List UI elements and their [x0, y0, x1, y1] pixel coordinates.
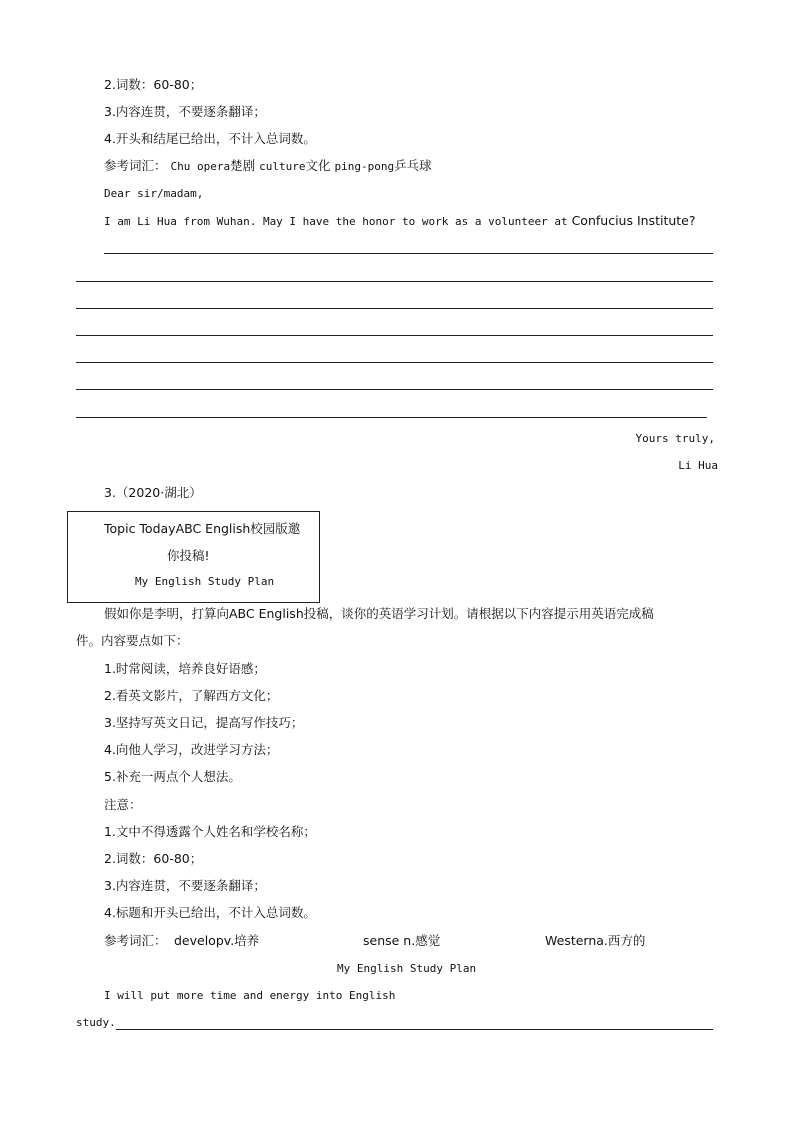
vocab-western: Westerna.西方的: [545, 933, 646, 948]
note-3: 3.内容连贯，不要逐条翻译；: [104, 878, 266, 893]
prompt-line-2: 件。内容要点如下：: [76, 633, 189, 648]
point-2: 2.看英文影片，了解西方文化；: [104, 688, 279, 703]
writing-line[interactable]: [76, 417, 707, 418]
vocab-en-1: Chu opera: [170, 160, 231, 173]
vocab-sense: sense n.感觉: [363, 933, 441, 948]
question-number: 3.（2020·湖北）: [104, 485, 202, 500]
letter-opening: [104, 213, 696, 230]
letter-greeting: Dear sir/madam,: [104, 187, 204, 200]
writing-line[interactable]: [76, 362, 713, 363]
requirement-2: 2.词数：60-80；: [104, 77, 203, 92]
prompt-line-1: 假如你是李明，打算向ABC English投稿，谈你的英语学习计划。请根据以下内容提示用英语完成稿: [104, 606, 654, 621]
writing-line[interactable]: [76, 308, 713, 309]
writing-line[interactable]: [104, 253, 713, 254]
letter-signature: Li Hua: [678, 459, 718, 472]
note-2: 2.词数：60-80；: [104, 851, 203, 866]
essay-start-2: study.: [76, 1016, 116, 1029]
vocab-zh-2: 文化: [305, 158, 331, 173]
topic-box-line-3: My English Study Plan: [135, 575, 275, 588]
vocab-en-3: ping-pong: [334, 160, 395, 173]
writing-line[interactable]: [76, 281, 713, 282]
topic-box-line-1: Topic TodayABC English校园版邀: [104, 521, 301, 536]
point-5: 5.补充一两点个人想法。: [104, 769, 241, 784]
writing-line[interactable]: [76, 389, 713, 390]
essay-title: My English Study Plan: [337, 962, 477, 975]
topic-box: [67, 511, 320, 603]
letter-opening-tail: Confucius Institute?: [571, 213, 696, 228]
vocab-label-3: 参考词汇：: [104, 933, 167, 948]
essay-start: I will put more time and energy into English: [104, 989, 396, 1002]
point-3: 3.坚持写英文日记，提高写作技巧；: [104, 715, 304, 730]
point-4: 4.向他人学习，改进学习方法；: [104, 742, 279, 757]
vocab-zh-1: 楚剧: [230, 158, 256, 173]
note-1: 1.文中不得透露个人姓名和学校名称；: [104, 824, 316, 839]
writing-line[interactable]: [76, 335, 713, 336]
notes-title: 注意：: [104, 797, 142, 812]
note-4: 4.标题和开头已给出，不计入总词数。: [104, 905, 316, 920]
writing-line[interactable]: [116, 1029, 713, 1030]
letter-opening-text: I am Li Hua from Wuhan. May I have the honor to work as a volunteer at: [104, 215, 568, 228]
requirement-4: 4.开头和结尾已给出，不计入总词数。: [104, 131, 316, 146]
reference-vocabulary: [104, 158, 432, 175]
vocab-label: 参考词汇：: [104, 158, 167, 173]
vocab-zh-3: 乒乓球: [394, 158, 432, 173]
vocab-develop: developv.培养: [174, 933, 260, 948]
requirement-3: 3.内容连贯，不要逐条翻译；: [104, 104, 266, 119]
vocab-en-2: culture: [259, 160, 306, 173]
topic-box-line-2: 你投稿!: [167, 548, 210, 563]
letter-closing: Yours truly,: [635, 432, 715, 445]
point-1: 1.时常阅读，培养良好语感；: [104, 661, 266, 676]
